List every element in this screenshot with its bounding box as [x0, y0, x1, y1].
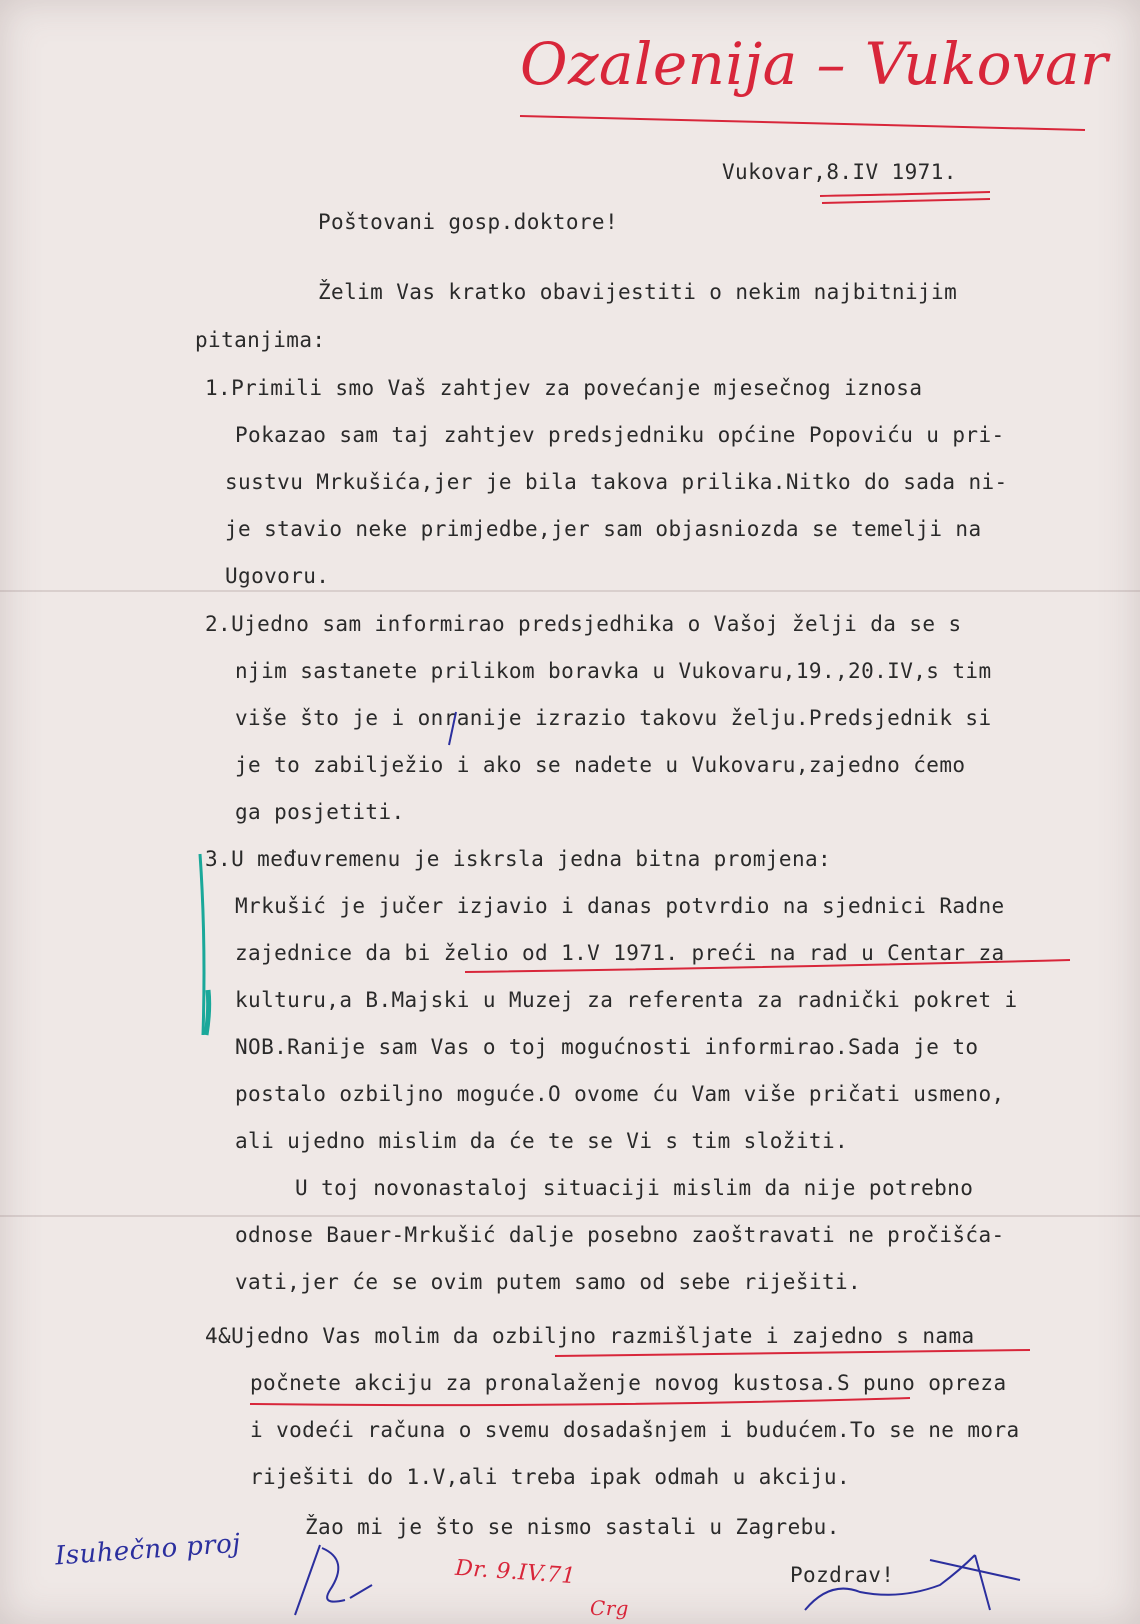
point4-line: i vodeći računa o svemu dosadašnjem i budućem.To se ne mora	[250, 1418, 1020, 1442]
point3-line: ali ujedno mislim da će te se Vi s tim složiti.	[235, 1129, 849, 1153]
point1-line: je stavio neke primjedbe,jer sam objasniozda se temelji na	[225, 517, 982, 541]
paragraph-line: vati,jer će se ovim putem samo od sebe riješiti.	[235, 1270, 862, 1294]
handwritten-note-left: Isuhečno proj	[54, 1528, 242, 1572]
point3-line: zajednice da bi želio od 1.V 1971. preći na rad u Centar za	[235, 941, 1005, 965]
handwritten-date-note: Dr. 9.IV.71	[454, 1555, 577, 1590]
intro-line: Želim Vas kratko obavijestiti o nekim najbitnijim	[318, 280, 958, 304]
point3-line: postalo ozbiljno moguće.O ovome ću Vam više pričati usmeno,	[235, 1082, 1005, 1106]
greeting: Pozdrav!	[790, 1563, 895, 1587]
point4-line: riješiti do 1.V,ali treba ipak odmah u akciju.	[250, 1465, 850, 1489]
paragraph-line: U toj novonastaloj situaciji mislim da nije potrebno	[295, 1176, 974, 1200]
letter-date: Vukovar,8.IV 1971.	[722, 160, 957, 184]
salutation: Poštovani gosp.doktore!	[318, 210, 618, 234]
point3-line: NOB.Ranije sam Vas o toj mogućnosti informirao.Sada je to	[235, 1035, 979, 1059]
point4-underline	[555, 1350, 1030, 1356]
closing-line: Žao mi je što se nismo sastali u Zagrebu.	[305, 1515, 840, 1539]
margin-bar	[200, 854, 204, 1035]
handwritten-initials: Crg	[590, 1596, 629, 1620]
paragraph-line: odnose Bauer-Mrkušić dalje posebno zaoštravati ne pročišća-	[235, 1223, 1005, 1247]
heading-underline	[520, 116, 1085, 130]
signature-mark	[295, 1545, 372, 1615]
point3-line: 3.U međuvremenu je iskrsla jedna bitna promjena:	[205, 847, 832, 871]
margin-bar	[206, 990, 209, 1035]
point2-line: 2.Ujedno sam informirao predsjedhika o Vašoj želji da se s	[205, 612, 962, 636]
point2-line: više što je i onranije izrazio takovu želju.Predsjednik si	[235, 706, 992, 730]
point4-line: počnete akciju za pronalaženje novog kustosa.S puno opreza	[250, 1371, 1007, 1395]
point1-line: sustvu Mrkušića,jer je bila takova prilika.Nitko do sada ni-	[225, 470, 1008, 494]
paper-fold	[0, 1215, 1140, 1217]
point4-line: 4&Ujedno Vas molim da ozbiljno razmišljate i zajedno s nama	[205, 1324, 975, 1348]
point3-line: Mrkušić je jučer izjavio i danas potvrdio na sjednici Radne	[235, 894, 1005, 918]
point1-line: Pokazao sam taj zahtjev predsjedniku općine Popoviću u pri-	[235, 423, 1005, 447]
point3-line: kulturu,a B.Majski u Muzej za referenta za radnički pokret i	[235, 988, 1018, 1012]
date-underline	[820, 192, 990, 196]
point2-line: je to zabilježio i ako se nadete u Vukovaru,zajedno ćemo	[235, 753, 966, 777]
paper-fold	[0, 590, 1140, 592]
date-underline	[822, 199, 990, 203]
handwritten-heading: Ozalenija – Vukovar	[520, 30, 1109, 98]
point2-line: njim sastanete prilikom boravka u Vukovaru,19.,20.IV,s tim	[235, 659, 992, 683]
intro-line: pitanjima:	[195, 328, 326, 352]
point4-underline	[250, 1398, 910, 1405]
point1-line: Ugovoru.	[225, 564, 330, 588]
point1-line: 1.Primili smo Vaš zahtjev za povećanje mjesečnog iznosa	[205, 376, 923, 400]
point2-line: ga posjetiti.	[235, 800, 405, 824]
